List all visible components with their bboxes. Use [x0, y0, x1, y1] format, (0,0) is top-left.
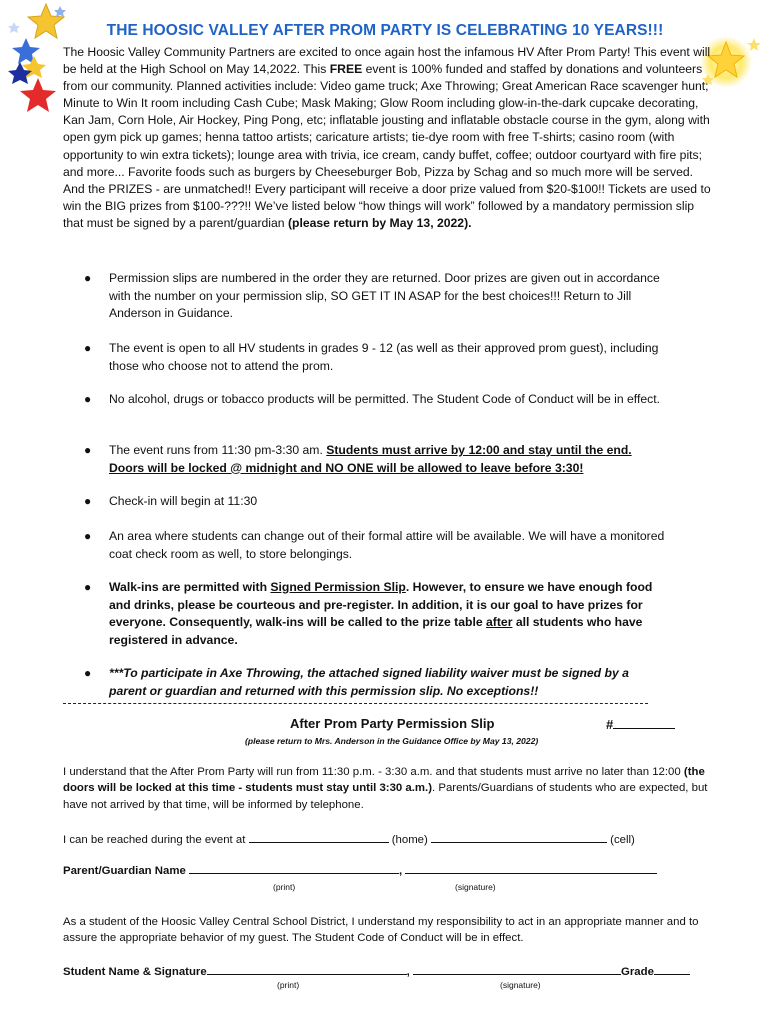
slip-number-field[interactable] [613, 716, 675, 729]
intro-text-cont: event is 100% funded and staffed by donations and volunteers from our community. Planned activities include: Video game truck; Axe Throwing; Great American Race scavenger hunt; Minute to Win It room including Cash Cube; Mask Making; Glow Room including glow-in-the-dark cupcake decorating, Kan Jam, Corn Hole, Air Hockey, Ping Pong, etc; inflatable jousting and inflatable obstacle course in the gym, along with open gym pick up games; henna tattoo artists; caricature artists; tie-dye room with free T-shirts; casino room (with opportunity to win extra tickets); lounge area with trivia, ice cream, candy buffet, coffee; outdoor courtyard with fire pits; and more... Favorite foods such as burgers by Cheeseburger Bob, Pizza by Schag and so much more will be served. And the PRIZES - are unmatched!! Every participant will receive a door prize valued from $20-$100!! Tickets are used to win the BIG prizes from $100-???!! We’ve listed below “how things will work” followed by a mandatory permission slip that must be signed by a parent/guardian [63, 62, 711, 230]
bullet-text: ***To participate in Axe Throwing, the attached signed liability waiver must be signed by a parent or guardian and returned with this permission slip. No exceptions!! [109, 666, 629, 698]
home-phone-field[interactable] [249, 831, 389, 843]
free-emphasis: FREE [329, 62, 363, 77]
list-item [63, 665, 669, 700]
student-signature-caption: (signature) [500, 980, 541, 990]
grade-label: Grade [621, 966, 654, 978]
list-item [63, 442, 669, 477]
bullet-icon: ● [84, 443, 92, 457]
slip-number [606, 716, 675, 732]
student-line: Student Name & Signature , Grade [63, 963, 713, 980]
cut-line [63, 703, 648, 704]
reach-label: I can be reached during the event at [63, 834, 246, 846]
slip-title: After Prom Party Permission Slip [290, 716, 495, 731]
bullet-text: An area where students can change out of their formal attire will be available. We will have a monitored coat check room as well, to store belongings. [109, 529, 665, 561]
list-item [63, 391, 669, 409]
bullet-text: The event runs from 11:30 pm-3:30 am. [109, 443, 327, 457]
understand-text: I understand that the After Prom Party will run from 11:30 p.m. - 3:30 a.m. and that students must arrive no later than 12:00 [63, 766, 684, 778]
student-print-caption: (print) [277, 980, 300, 990]
return-deadline: (please return by May 13, 2022). [287, 215, 472, 230]
intro-paragraph [63, 44, 713, 232]
bullet-icon: ● [84, 271, 92, 285]
intro-text: The Hoosic Valley Community Partners are excited to once again host the infamous HV After Prom Party! This event will be held at the High School on May 14,2022. This [63, 45, 711, 77]
bullet-text: The event is open to all HV students in grades 9 - 12 (as well as their approved prom guest), including those who choose not to attend the prom. [109, 341, 659, 373]
bullet-text-cont: . However, to ensure we have enough food and drinks, please be courteous and pre-register. In addition, it is our goal to have prizes for everyone. Consequently, walk-ins will be called to the prize table [109, 580, 653, 629]
home-label: (home) [391, 834, 428, 846]
print-caption: (print) [273, 882, 296, 892]
grade-field[interactable] [654, 963, 690, 975]
bullet-text: Walk-ins are permitted with [109, 580, 271, 594]
bullet-text: No alcohol, drugs or tobacco products will be permitted. The Student Code of Conduct will be in effect. [109, 392, 661, 406]
number-label: # [606, 717, 614, 732]
star-icon [8, 4, 66, 112]
understand-tail: . Parents/Guardians of students who are expected, but have not arrived by that time, will be informed by telephone. [63, 782, 708, 811]
parent-label: Parent/Guardian Name [63, 865, 186, 877]
page-title: THE HOOSIC VALLEY AFTER PROM PARTY IS CELEBRATING 10 YEARS!!! [106, 22, 664, 39]
bullet-text: Check-in will begin at 11:30 [109, 494, 258, 508]
signed-slip-emphasis: Signed Permission Slip [270, 580, 406, 594]
list-item [63, 340, 669, 375]
bullet-text: Permission slips are numbered in the order they are returned. Door prizes are given out in accordance with the number on your permission slip, SO GET IT IN ASAP for the best choices!!! Return to Jill Anderson in Guidance. [109, 271, 660, 320]
cell-label: (cell) [610, 834, 635, 846]
list-item [63, 579, 669, 649]
signature-caption: (signature) [455, 882, 496, 892]
bullet-icon: ● [84, 392, 92, 406]
parent-name-field[interactable] [189, 862, 399, 874]
bullet-icon: ● [84, 529, 92, 543]
bullet-icon: ● [84, 494, 92, 508]
list-item [63, 493, 669, 511]
parent-line: Parent/Guardian Name , [63, 862, 713, 879]
student-signature-field[interactable] [413, 963, 621, 975]
bullet-icon: ● [84, 341, 92, 355]
student-statement: As a student of the Hoosic Valley Central School District, I understand my responsibility to act in an appropriate manner and to assure the appropriate behavior of my guest. The Student Code of Conduct will be in effect. [63, 916, 699, 945]
bullet-icon: ● [84, 666, 92, 680]
understand-paragraph [63, 764, 713, 813]
student-name-field[interactable] [207, 963, 407, 975]
lock-rule: Doors will be locked @ midnight and NO ONE will be allowed to leave before 3:30! [109, 460, 584, 475]
list-item [63, 528, 669, 563]
list-item [63, 270, 669, 323]
contact-line [63, 831, 713, 848]
student-label: Student Name & Signature [63, 966, 207, 978]
after-emphasis: after [486, 615, 513, 629]
lock-notice: (the doors will be locked at this time - students must stay until 3:30 a.m.) [63, 766, 705, 795]
slip-subtitle: (please return to Mrs. Anderson in the Guidance Office by May 13, 2022) [245, 736, 539, 746]
bullet-icon: ● [84, 580, 92, 594]
arrival-rule: Students must arrive by 12:00 and stay until the end. [326, 443, 632, 457]
bullet-text-end: all students who have registered in advance. [109, 615, 643, 647]
cell-phone-field[interactable] [431, 831, 607, 843]
parent-signature-field[interactable] [405, 862, 657, 874]
